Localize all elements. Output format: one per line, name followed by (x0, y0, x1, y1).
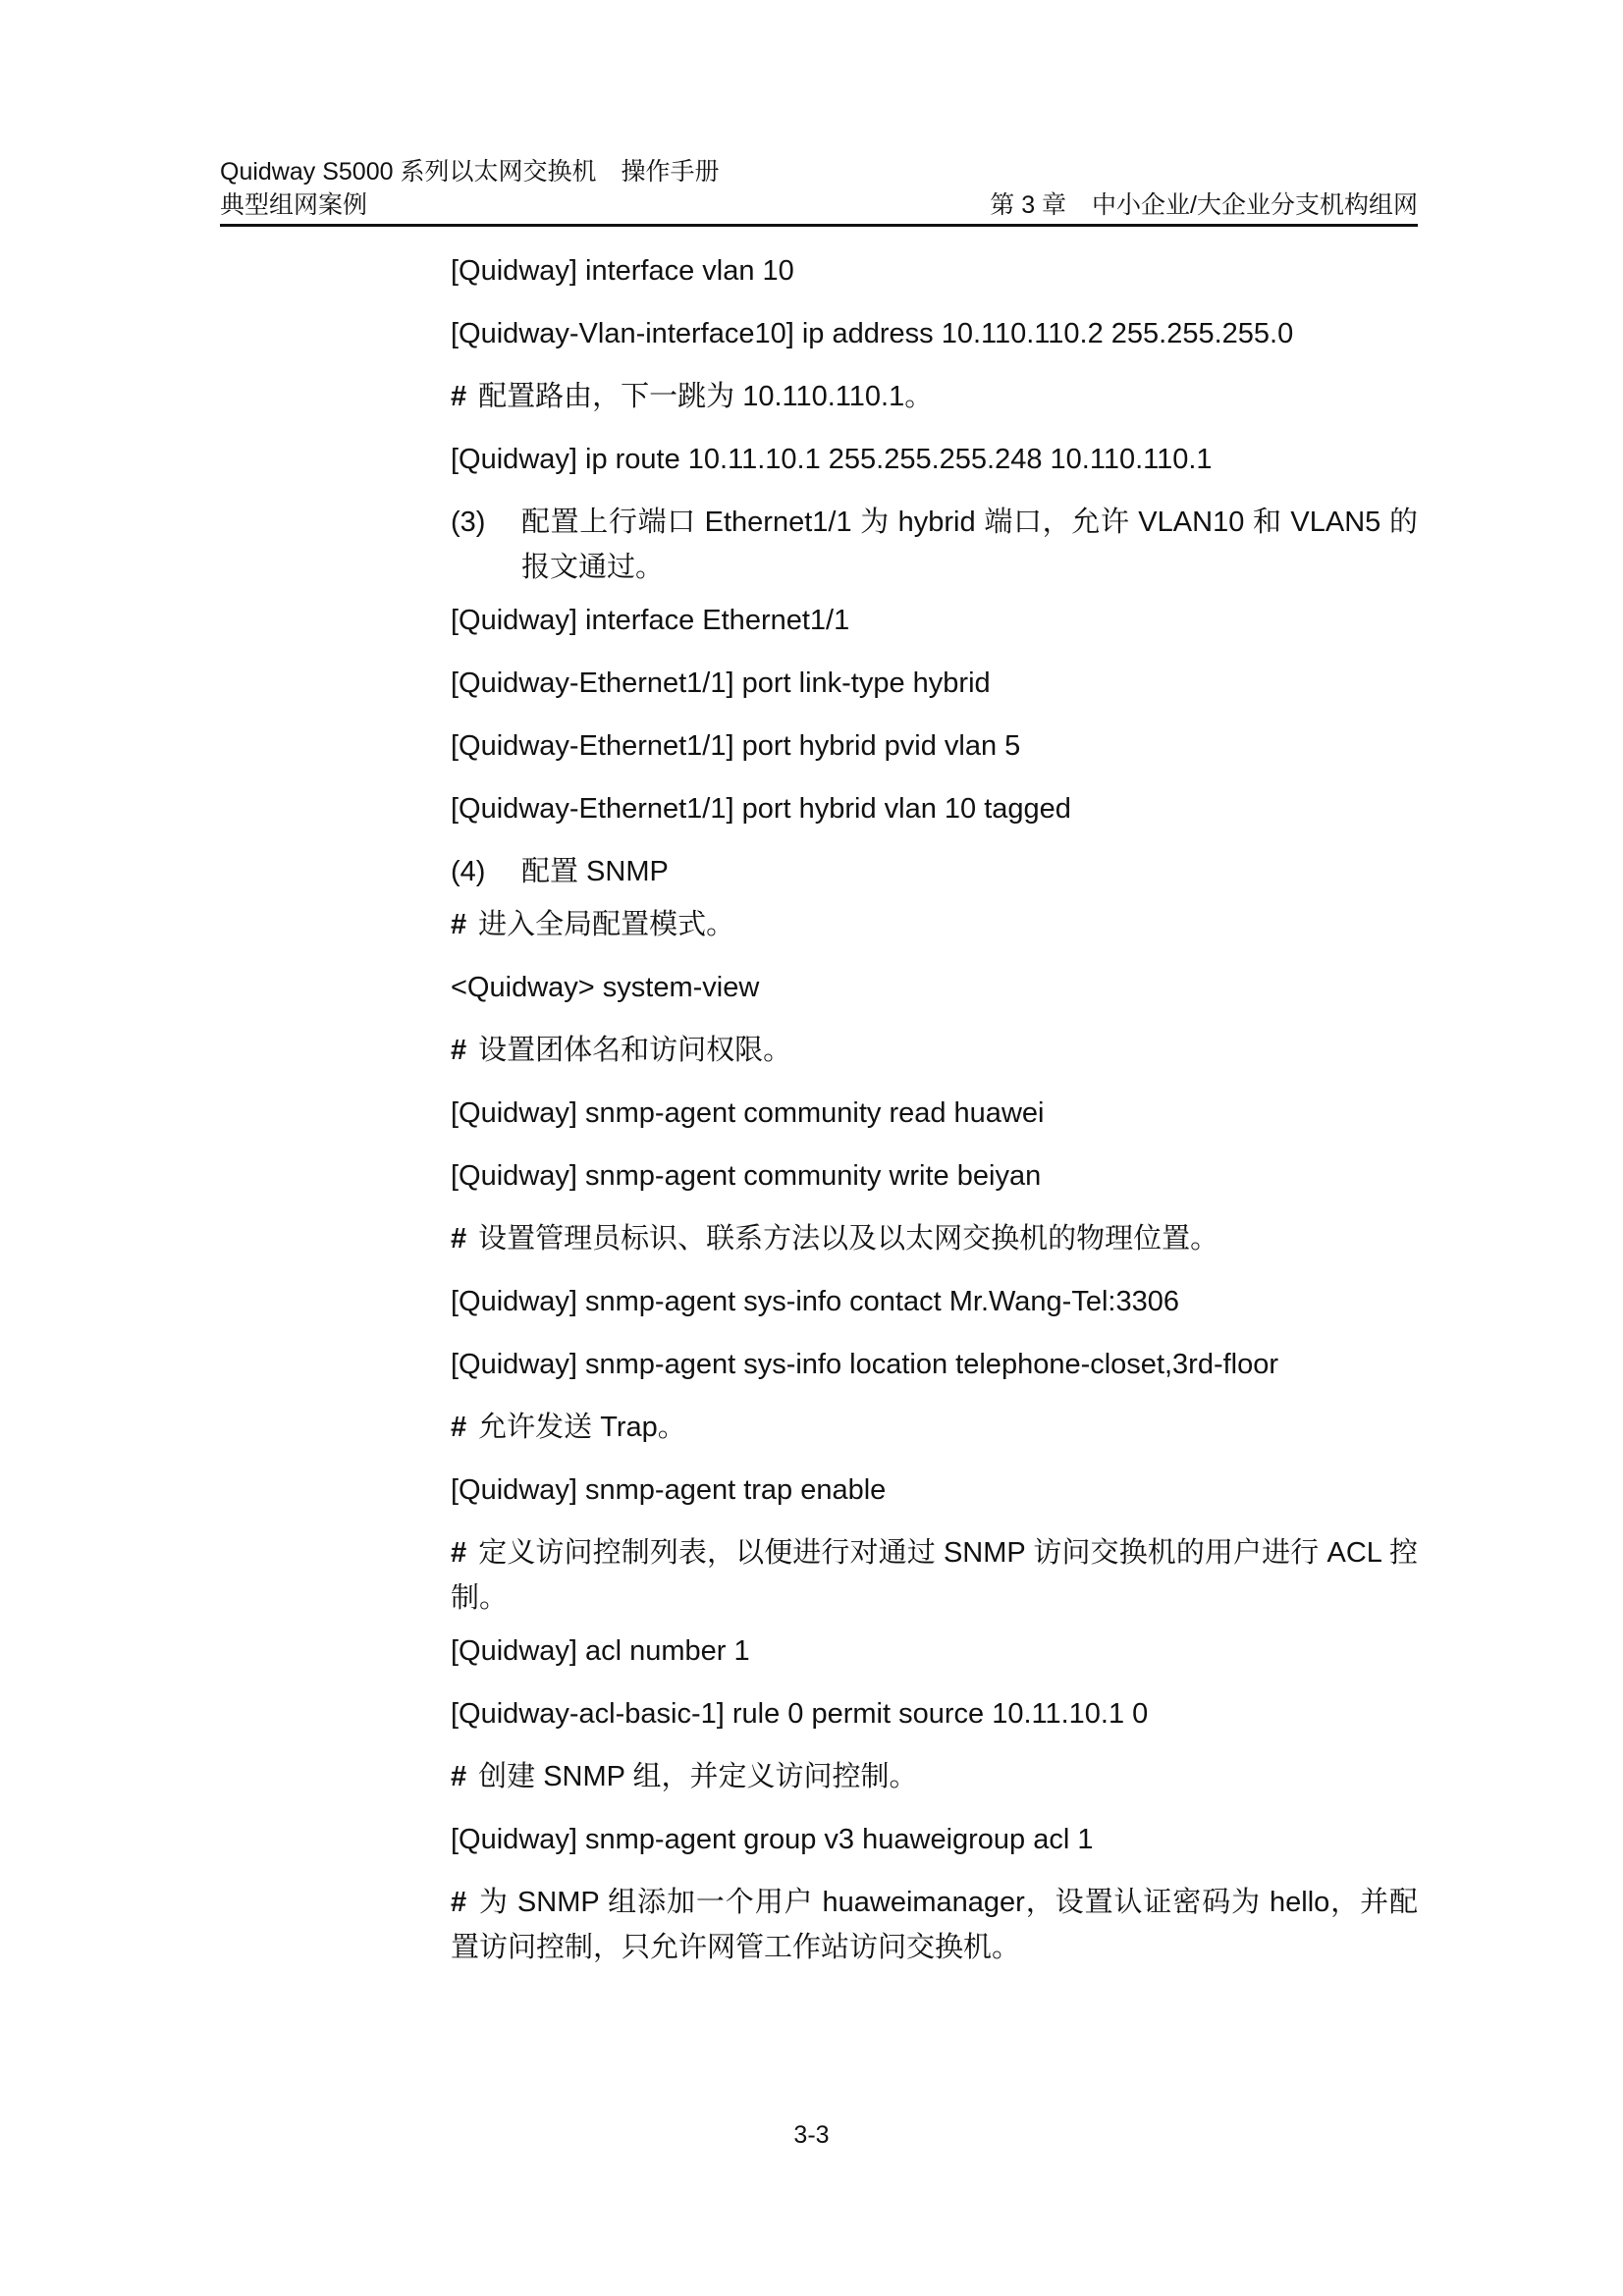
page-header (220, 155, 1418, 227)
command-line: [Quidway-Vlan-interface10] ip address 10.110.110.2 255.255.255.0 (451, 318, 1294, 349)
command-line: [Quidway] snmp-agent group v3 huaweigroup acl 1 (451, 1824, 1094, 1855)
command-line: [Quidway] snmp-agent sys-info contact Mr.Wang-Tel:3306 (451, 1286, 1179, 1317)
comment-hash: # (451, 1537, 467, 1569)
comment-text: 允许发送 Trap。 (478, 1412, 686, 1443)
comment-hash: # (451, 381, 467, 412)
comment-line (451, 1754, 1418, 1799)
section-name: 典型组网案例 (220, 191, 368, 219)
page-number: 3-3 (793, 2121, 830, 2149)
command-line: [Quidway] acl number 1 (451, 1635, 750, 1667)
comment-line (451, 902, 1418, 947)
header-left (220, 155, 719, 222)
step-item (451, 849, 1418, 894)
comment-text: 为 SNMP 组添加一个用户 huaweimanager，设置认证密码为 hello，并配置访问控制，只允许网管工作站访问交换机。 (451, 1887, 1418, 1963)
step-item (451, 500, 1418, 590)
command-line: [Quidway] snmp-agent trap enable (451, 1474, 887, 1506)
command-line: [Quidway] snmp-agent sys-info location telephone-closet,3rd-floor (451, 1349, 1279, 1380)
chapter-number: 第 3 章 (990, 191, 1067, 219)
command-line: [Quidway] interface vlan 10 (451, 255, 794, 287)
step-text: 配置上行端口 Ethernet1/1 为 hybrid 端口，允许 VLAN10 和 VLAN5 的报文通过。 (521, 507, 1418, 583)
comment-hash: # (451, 1035, 467, 1066)
comment-text: 设置团体名和访问权限。 (478, 1035, 792, 1066)
command-line: [Quidway-acl-basic-1] rule 0 permit source 10.11.10.1 0 (451, 1698, 1149, 1730)
chapter-title: 中小企业/大企业分支机构组网 (1092, 191, 1418, 219)
comment-hash: # (451, 909, 467, 940)
step-number: (3) (451, 507, 486, 538)
command-line: [Quidway-Ethernet1/1] port hybrid pvid vlan 5 (451, 730, 1021, 762)
page-body (451, 248, 1418, 1978)
comment-hash: # (451, 1223, 467, 1255)
step-number: (4) (451, 856, 486, 887)
comment-text: 配置路由，下一跳为 10.110.110.1。 (478, 381, 934, 412)
comment-text: 设置管理员标识、联系方法以及以太网交换机的物理位置。 (478, 1223, 1219, 1255)
comment-text: 创建 SNMP 组，并定义访问控制。 (478, 1761, 918, 1792)
command-line: [Quidway] interface Ethernet1/1 (451, 605, 850, 636)
comment-text: 进入全局配置模式。 (478, 909, 735, 940)
command-line: [Quidway] snmp-agent community write beiyan (451, 1160, 1042, 1192)
comment-line (451, 1028, 1418, 1073)
comment-line (451, 1216, 1418, 1261)
command-line: [Quidway] snmp-agent community read huawei (451, 1097, 1045, 1129)
comment-text: 定义访问控制列表，以便进行对通过 SNMP 访问交换机的用户进行 ACL 控制。 (451, 1537, 1418, 1614)
header-right (990, 188, 1418, 222)
command-line: [Quidway-Ethernet1/1] port hybrid vlan 10 tagged (451, 793, 1071, 825)
step-text: 配置 SNMP (521, 856, 669, 887)
comment-hash: # (451, 1761, 467, 1792)
command-line: [Quidway] ip route 10.11.10.1 255.255.255.248 10.110.110.1 (451, 444, 1213, 475)
comment-hash: # (451, 1412, 467, 1443)
comment-line (451, 1405, 1418, 1450)
comment-hash: # (451, 1887, 467, 1918)
comment-line (451, 1530, 1418, 1621)
comment-line (451, 1880, 1418, 1970)
manual-title: Quidway S5000 系列以太网交换机 操作手册 (220, 158, 720, 186)
command-line: <Quidway> system-view (451, 972, 760, 1003)
command-line: [Quidway-Ethernet1/1] port link-type hybrid (451, 667, 991, 699)
comment-line (451, 374, 1418, 419)
